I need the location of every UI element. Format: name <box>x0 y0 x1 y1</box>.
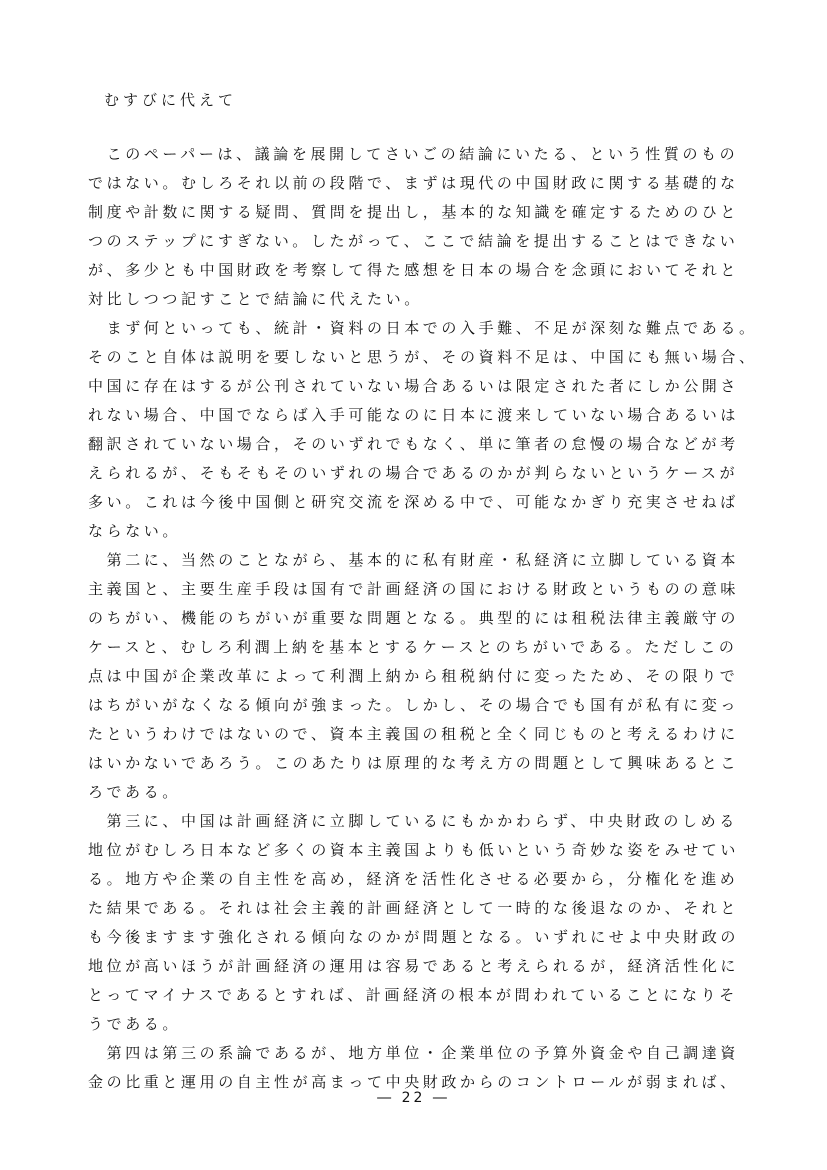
text-line: ケースと、むしろ利潤上納を基本とするケースとのちがいである。ただしこの <box>88 638 738 656</box>
text-line: 翻訳されていない場合，そのいずれでもなく、単に筆者の怠慢の場合などが考 <box>88 435 739 453</box>
text-line: 点は中国が企業改革によって利潤上納から租税納付に変ったため、その限りで <box>88 667 739 685</box>
text-line: も今後ますます強化される傾向なのかが問題となる。いずれにせよ中央財政の <box>88 928 740 946</box>
text-line: つのステップにすぎない。したがって、ここで結論を提出することはできない <box>88 232 739 250</box>
section-heading: むすびに代えて <box>104 91 238 109</box>
text-line: が、多少とも中国財政を考察して得た感想を日本の場合を念頭においてそれと <box>88 261 740 279</box>
text-line: 対比しつつ記すことで結論に代えたい。 <box>88 290 423 308</box>
page-number: ― 22 ― <box>377 1090 450 1106</box>
text-line: とってマイナスであるとすれば、計画経済の根本が問われていることになりそ <box>88 986 738 1004</box>
text-line: ならない。 <box>88 522 182 540</box>
text-line: 第四は第三の系論であるが、地方単位・企業単位の予算外資金や自己調達資 <box>88 1044 740 1062</box>
text-line: うである。 <box>88 1015 182 1033</box>
text-line: はいかないであろう。このあたりは原理的な考え方の問題として興味あるとこ <box>88 754 740 772</box>
text-line: 多い。これは今後中国側と研究交流を深める中で、可能なかぎり充実させねば <box>88 493 739 511</box>
text-line: のちがい、機能のちがいが重要な問題となる。典型的には租税法律主義厳守の <box>88 609 740 627</box>
text-line: このペーパーは、議論を展開してさいごの結論にいたる、という性質のもの <box>88 145 739 163</box>
text-line: ろである。 <box>88 783 181 801</box>
text-line: れない場合、中国でならば入手可能なのに日本に渡来していない場合あるいは <box>88 406 740 424</box>
text-line: そのこと自体は説明を要しないと思うが、その資料不足は、中国にも無い場合、 <box>88 348 758 366</box>
text-line: た結果である。それは社会主義的計画経済として一時的な後退なのか、それと <box>88 899 740 917</box>
text-line: 第二に、当然のことながら、基本的に私有財産・私経済に立脚している資本 <box>88 551 740 569</box>
text-line: 地位が高いほうが計画経済の運用は容易であると考えられるが，経済活性化に <box>88 957 740 975</box>
text-line: はちがいがなくなる傾向が強まった。しかし、その場合でも国有が私有に変っ <box>88 696 740 714</box>
body-text <box>88 140 768 1097</box>
text-line: ではない。むしろそれ以前の段階で、まずは現代の中国財政に関する基礎的な <box>88 174 739 192</box>
text-line: 地位がむしろ日本など多くの資本主義国よりも低いという奇妙な姿をみせてい <box>88 841 740 859</box>
text-line: 第三に、中国は計画経済に立脚しているにもかかわらず、中央財政のしめる <box>88 812 738 830</box>
text-line: 中国に存在はするが公刊されていない場合あるいは限定された者にしか公開さ <box>88 377 740 395</box>
text-line: えられるが、そもそもそのいずれの場合であるのかが判らないというケースが <box>88 464 739 482</box>
text-line: たというわけではないので、資本主義国の租税と全く同じものと考えるわけに <box>88 725 739 743</box>
text-line: る。地方や企業の自主性を高め，経済を活性化させる必要から，分権化を進め <box>88 870 739 888</box>
text-line: 主義国と、主要生産手段は国有で計画経済の国における財政というものの意味 <box>88 580 740 598</box>
text-line: 制度や計数に関する疑問、質問を提出し，基本的な知識を確定するためのひと <box>88 203 740 221</box>
text-line: まず何といっても、統計・資料の日本での入手難、不足が深刻な難点である。 <box>88 319 758 337</box>
text-line: 金の比重と運用の自主性が高まって中央財政からのコントロールが弱まれば、 <box>88 1073 739 1091</box>
